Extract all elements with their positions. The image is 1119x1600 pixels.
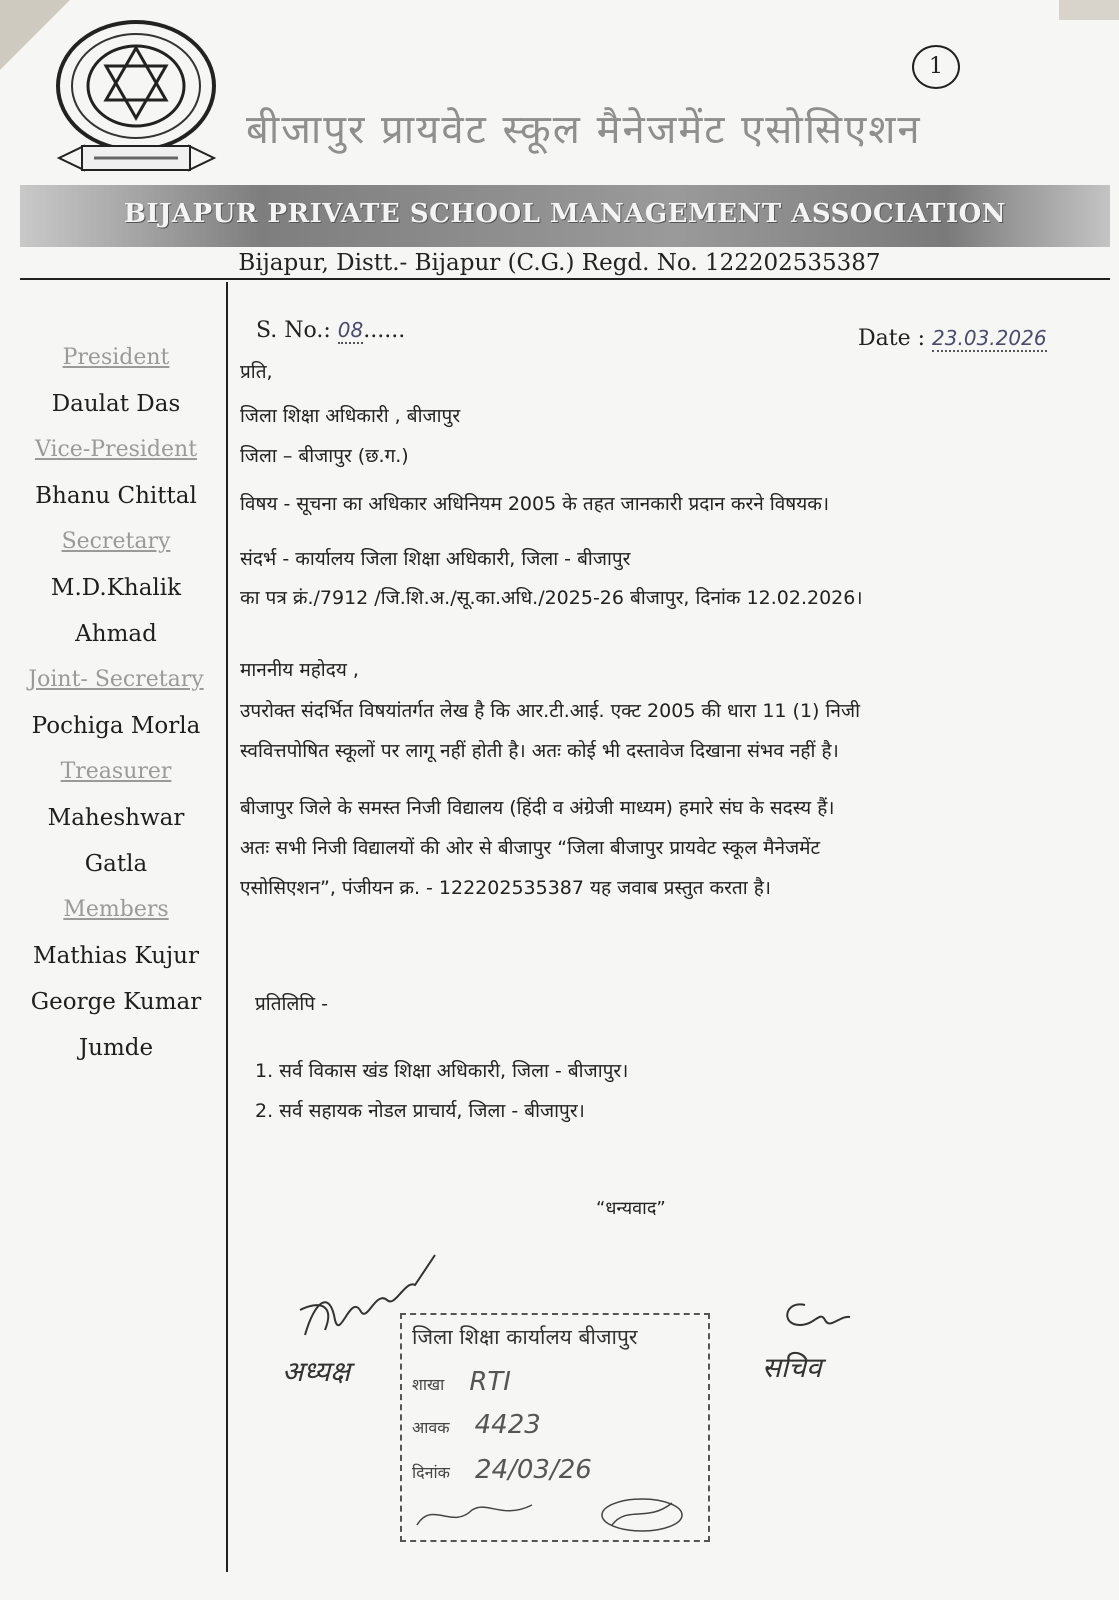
paragraph-2-line-3: एसोसिएशन”, पंजीयन क्र. - 122202535387 यह जवाब प्रस्तुत करता है। — [240, 877, 771, 899]
letter-date — [858, 326, 1047, 351]
paragraph-2-line-1: बीजापुर जिले के समस्त निजी विद्यालय (हिंदी व अंग्रेजी माध्यम) हमारे संघ के सदस्य हैं। — [240, 797, 835, 819]
stamp-date — [412, 1455, 592, 1485]
paragraph-1-line-2: स्ववित्तपोषित स्कूलों पर लागू नहीं होती है। अतः कोई भी दस्तावेज दिखाना संभव नहीं है। — [240, 740, 839, 762]
name-member-3: Jumde — [78, 1035, 154, 1061]
name-treasurer-2: Gatla — [84, 851, 148, 877]
name-member-2: George Kumar — [30, 989, 202, 1015]
copy-heading: प्रतिलिपि - — [255, 993, 328, 1015]
name-member-1: Mathias Kujur — [33, 943, 199, 969]
name-treasurer-1: Maheshwar — [47, 805, 185, 831]
role-members: Members — [63, 897, 169, 922]
name-joint-secretary: Pochiga Morla — [31, 713, 201, 739]
stamp-branch — [412, 1367, 511, 1397]
name-secretary-2: Ahmad — [75, 621, 157, 647]
stamp-date-value: 24/03/26 — [475, 1455, 592, 1485]
to-prefix: प्रति, — [240, 361, 273, 383]
stamp-title: जिला शिक्षा कार्यालय बीजापुर — [412, 1325, 638, 1349]
name-vice-president: Bhanu Chittal — [35, 483, 197, 509]
page-number: 1 — [912, 45, 960, 89]
stamp-inward-label: आवक — [412, 1418, 450, 1437]
date-label: Date : — [858, 326, 926, 351]
role-president: President — [62, 345, 170, 370]
banner — [20, 185, 1110, 247]
recipient-line-1: जिला शिक्षा अधिकारी , बीजापुर — [240, 405, 461, 427]
thanks-text: “धन्यवाद” — [596, 1198, 666, 1219]
reference-line-2: का पत्र क्रं./7912 /जि.शि.अ./सू.का.अधि./2025-26 बीजापुर, दिनांक 12.02.2026। — [240, 587, 863, 609]
stamp-initials — [412, 1495, 692, 1535]
secretary-title: सचिव — [762, 1351, 822, 1384]
copy-item-1: 1. सर्व विकास खंड शिक्षा अधिकारी, जिला - बीजापुर। — [255, 1060, 629, 1082]
role-treasurer: Treasurer — [60, 759, 172, 784]
subject-line: विषय - सूचना का अधिकार अधिनियम 2005 के तहत जानकारी प्रदान करने विषयक। — [240, 493, 830, 515]
president-title: अध्यक्ष — [282, 1355, 351, 1388]
date-value: 23.03.2026 — [932, 326, 1047, 350]
copy-item-2: 2. सर्व सहायक नोडल प्राचार्य, जिला - बीजापुर। — [255, 1100, 585, 1122]
role-joint-secretary: Joint- Secretary — [28, 667, 204, 692]
english-title: BIJAPUR PRIVATE SCHOOL MANAGEMENT ASSOCIATION — [123, 199, 1007, 229]
paragraph-2-line-2: अतः सभी निजी विद्यालयों की ओर से बीजापुर “जिला बीजापुर प्रायवेट स्कूल मैनेजमेंट — [240, 837, 821, 859]
secretary-signature — [775, 1295, 855, 1345]
stamp-branch-value: RTI — [469, 1367, 511, 1397]
office-bearers-sidebar — [10, 335, 222, 1071]
office-received-stamp — [400, 1313, 710, 1542]
serial-number-label: S. No.: — [256, 318, 331, 343]
paragraph-1-line-1: उपरोक्त संदर्भित विषयांतर्गत लेख है कि आर.टी.आई. एक्ट 2005 की धारा 11 (1) निजी — [240, 700, 860, 722]
page-edge — [1059, 0, 1119, 20]
header-divider — [20, 278, 1110, 280]
stamp-inward — [412, 1410, 541, 1440]
stamp-date-label: दिनांक — [412, 1463, 450, 1482]
reference-line-1: संदर्भ - कार्यालय जिला शिक्षा अधिकारी, जिला - बीजापुर — [240, 548, 631, 570]
address: Bijapur, Distt.- Bijapur (C.G.) Regd. No. 122202535387 — [238, 250, 881, 276]
stamp-branch-label: शाखा — [412, 1375, 445, 1394]
sidebar-divider — [226, 282, 228, 1572]
role-secretary: Secretary — [61, 529, 171, 554]
recipient-line-2: जिला – बीजापुर (छ.ग.) — [240, 445, 409, 467]
hindi-title: बीजापुर प्रायवेट स्कूल मैनेजमेंट एसोसिएशन — [246, 107, 922, 153]
association-logo — [54, 18, 224, 183]
serial-number: S. No.: 08...... — [256, 318, 406, 343]
name-secretary-1: M.D.Khalik — [50, 575, 182, 601]
role-vice-president: Vice-President — [34, 437, 198, 462]
serial-number-value: 08 — [337, 318, 364, 342]
name-president: Daulat Das — [51, 391, 181, 417]
salutation: माननीय महोदय , — [240, 659, 359, 681]
stamp-inward-value: 4423 — [474, 1410, 541, 1440]
